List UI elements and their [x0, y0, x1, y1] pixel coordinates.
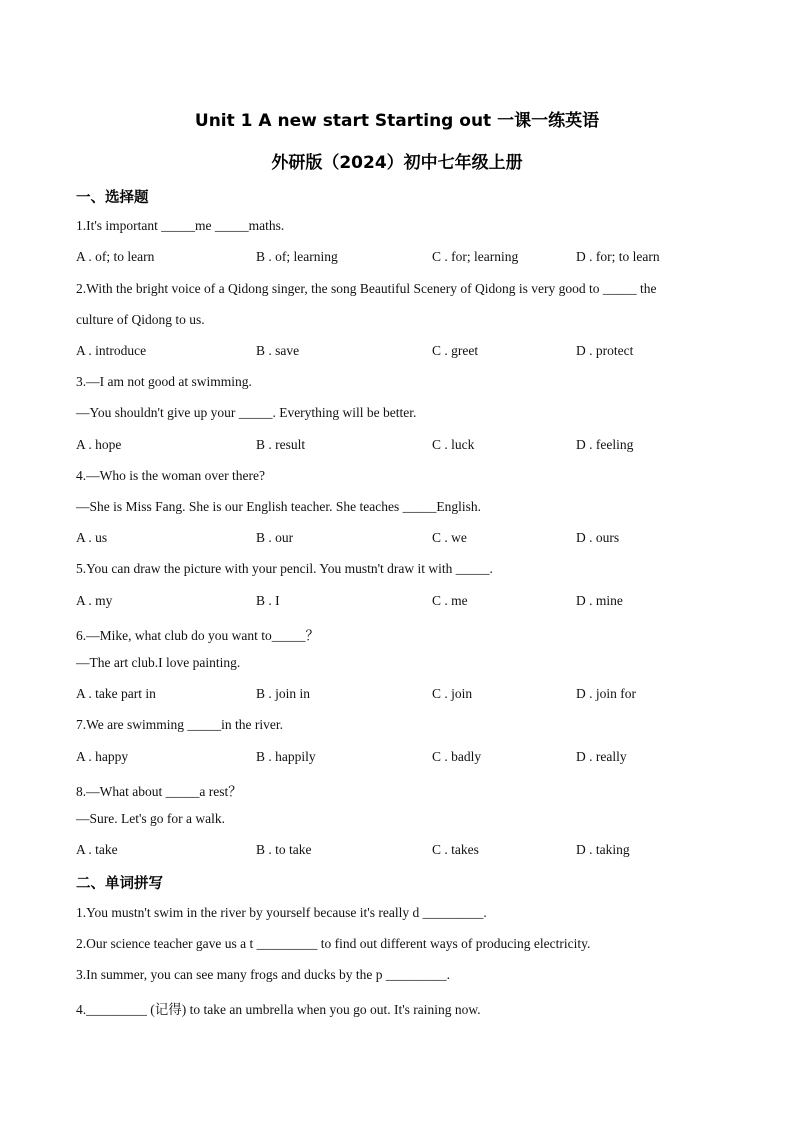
section-heading-spelling: 二、单词拼写: [76, 876, 163, 892]
question-4-option-a: A . us: [76, 530, 108, 545]
question-4-option-b: B . our: [256, 530, 294, 545]
question-4-option-d: D . ours: [576, 530, 620, 545]
question-2-option-c: C . greet: [432, 343, 479, 358]
question-3-option-d: D . feeling: [576, 437, 634, 452]
question-3-option-b: B . result: [256, 437, 306, 452]
question-8-option-a: A . take: [76, 842, 118, 857]
question-1-option-b: B . of; learning: [256, 249, 338, 264]
question-7-option-a: A . happy: [76, 749, 129, 764]
question-5-option-d: D . mine: [576, 593, 623, 608]
spelling-question-1: 1.You mustn't swim in the river by yourself because it's really d _________.: [76, 905, 487, 920]
question-3-stem-line-2: —You shouldn't give up your _____. Everything will be better.: [76, 405, 417, 420]
question-2-option-b: B . save: [256, 343, 300, 358]
question-5-option-b: B . I: [256, 593, 280, 608]
question-5-option-a: A . my: [76, 593, 113, 608]
question-7-option-d: D . really: [576, 749, 627, 764]
question-8-stem-line-2: —Sure. Let's go for a walk.: [76, 811, 226, 826]
question-8-option-c: C . takes: [432, 842, 479, 857]
spelling-question-3: 3.In summer, you can see many frogs and ducks by the p _________.: [76, 967, 451, 982]
question-6-option-a: A . take part in: [76, 686, 156, 701]
title-line-1: Unit 1 A new start Starting out 一课一练英语: [194, 111, 600, 131]
question-4-stem-line-2: —She is Miss Fang. She is our English teacher. She teaches _____English.: [76, 499, 481, 514]
question-2-stem-line-1: 2.With the bright voice of a Qidong singer, the song Beautiful Scenery of Qidong is very good to _____ the: [76, 281, 657, 296]
question-3-option-a: A . hope: [76, 437, 122, 452]
question-1-option-a: A . of; to learn: [76, 249, 155, 264]
question-3-stem-line-1: 3.—I am not good at swimming.: [76, 374, 252, 389]
question-8-option-b: B . to take: [256, 842, 312, 857]
question-6-option-d: D . join for: [576, 686, 636, 701]
question-4-stem-line-1: 4.—Who is the woman over there?: [76, 468, 265, 483]
question-1-stem: 1.It's important _____me _____maths.: [76, 218, 285, 233]
question-8-option-d: D . taking: [576, 842, 630, 857]
question-3-option-c: C . luck: [432, 437, 475, 452]
title-line-2: 外研版（2024）初中七年级上册: [271, 153, 523, 173]
question-5-option-c: C . me: [432, 593, 468, 608]
question-2-stem-line-2: culture of Qidong to us.: [76, 312, 205, 327]
question-7-option-c: C . badly: [432, 749, 482, 764]
question-6-option-b: B . join in: [256, 686, 311, 701]
question-1-option-d: D . for; to learn: [576, 249, 660, 264]
question-2-option-a: A . introduce: [76, 343, 147, 358]
question-6-option-c: C . join: [432, 686, 473, 701]
section-heading-choice: 一、选择题: [76, 190, 149, 206]
question-5-stem: 5.You can draw the picture with your pencil. You mustn't draw it with _____.: [76, 561, 493, 576]
question-1-option-c: C . for; learning: [432, 249, 519, 264]
question-7-stem: 7.We are swimming _____in the river.: [76, 717, 283, 732]
question-2-option-d: D . protect: [576, 343, 634, 358]
question-4-option-c: C . we: [432, 530, 467, 545]
spelling-question-4: 4._________ (记得) to take an umbrella when you go out. It's raining now.: [76, 1002, 481, 1017]
question-8-stem-line-1: 8.—What about _____a rest？: [76, 784, 242, 799]
spelling-question-2: 2.Our science teacher gave us a t _________ to find out different ways of producing electricity.: [76, 936, 591, 951]
question-7-option-b: B . happily: [256, 749, 316, 764]
question-6-stem-line-1: 6.—Mike, what club do you want to_____？: [76, 628, 319, 643]
question-6-stem-line-2: —The art club.I love painting.: [76, 655, 241, 670]
